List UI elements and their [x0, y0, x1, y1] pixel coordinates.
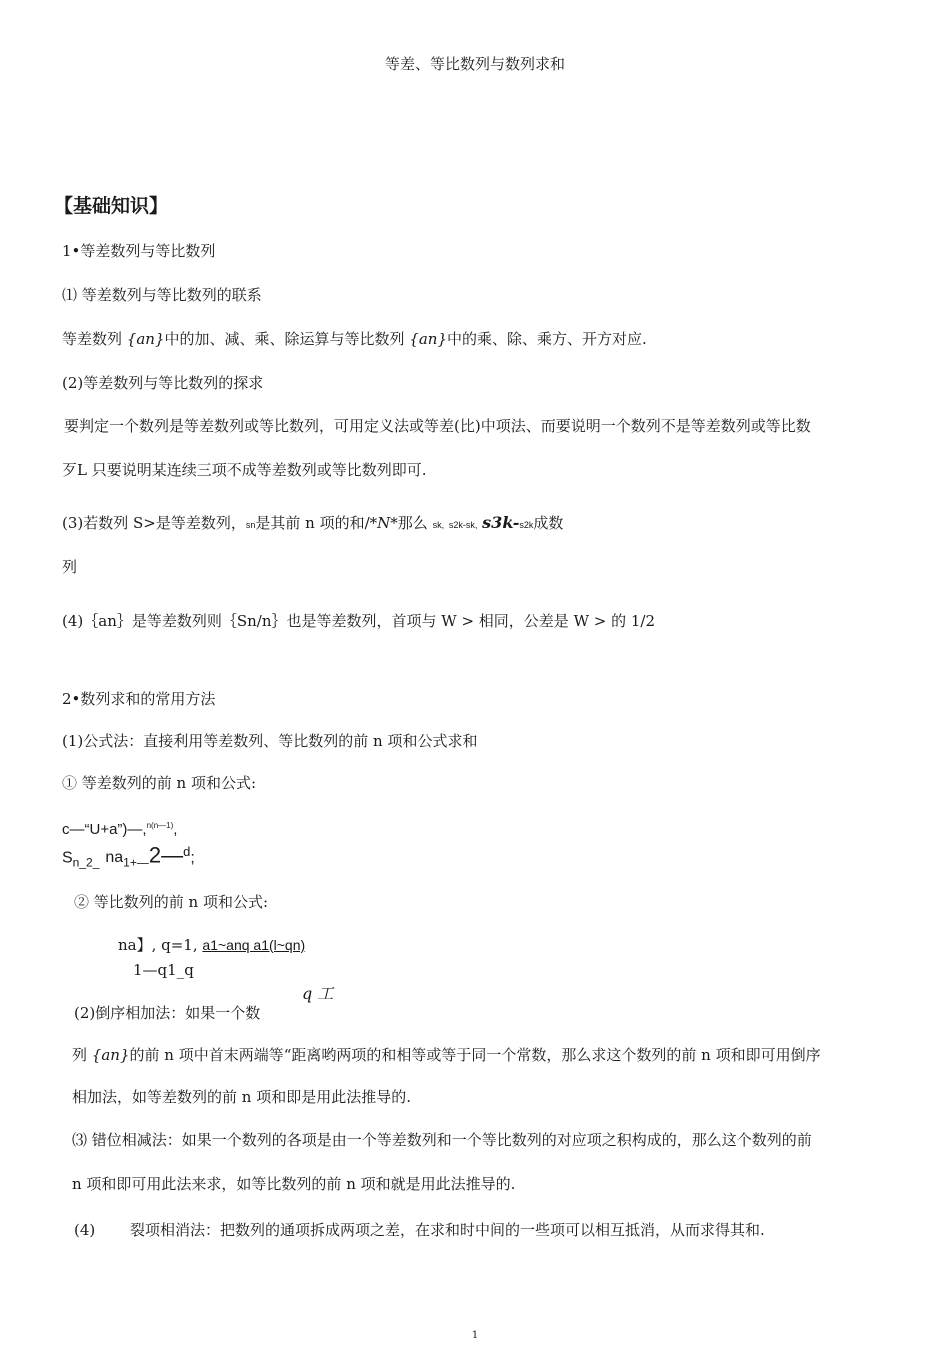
- s1-point-4: (4)｛an｝是等差数列则｛Sn/n｝也是等差数列，首项与 W > 相同，公差是 W > 的 1/2: [62, 612, 655, 630]
- s1-point-2-title: (2)等差数列与等比数列的探求: [62, 374, 264, 392]
- f1-l1-part-a: c—“U+a”)—,: [62, 821, 147, 838]
- s1-p3-s2k: s2k-sk,: [448, 520, 478, 530]
- s1-p3-s2k-2: s2k: [519, 520, 534, 530]
- s2-p2-part-b1: 列: [72, 1046, 88, 1064]
- s1-p3-sn: sn: [245, 520, 256, 530]
- s2-formula-2-line-1: [118, 935, 305, 955]
- page-title: 等差、等比数列与数列求和: [384, 55, 565, 73]
- f1-l2-d: d: [183, 844, 191, 859]
- f1-l1-part-c: ,: [173, 821, 178, 838]
- s1-p3-part-c: 那么: [397, 514, 428, 532]
- f1-l2-semicolon: ;: [190, 849, 195, 867]
- f1-l2-sub: n_2_: [72, 855, 100, 870]
- s2-point-2-line-2: [72, 1045, 821, 1065]
- s2-point-2-line-3: 相加法，如等差数列的前 n 项和即是用此法推导的.: [72, 1088, 411, 1106]
- s2-point-2-line-1: (2)倒序相加法：如果一个数: [74, 1004, 261, 1022]
- section-2-title: 2•数列求和的常用方法: [62, 690, 216, 708]
- sequence-symbol: {an}: [409, 330, 447, 348]
- f1-l2-na: na: [105, 849, 124, 867]
- s2-point-4-number: (4): [74, 1221, 96, 1239]
- f2-l1-part-a: na】, q=1,: [118, 936, 198, 954]
- sequence-symbol: {an}: [91, 1046, 130, 1064]
- s1-p3-part-b: 是其前 n 项的和/*: [255, 514, 378, 532]
- s2-formula-1-line-2: [62, 838, 195, 877]
- s1-point-3-line-1: [62, 513, 563, 535]
- s1-point-2-line-2: 歹L 只要说明某连续三项不成等差数列或等比数列即可.: [62, 461, 427, 479]
- s2-p2-part-b2: 的前 n 项中首末两端等“距离哟两项的和相等或等于同一个常数，那么求这个数列的前 n 项和即可用倒序: [129, 1046, 821, 1064]
- section-heading: 【基础知识】: [54, 195, 169, 217]
- f1-l2-two: 2—: [148, 842, 184, 868]
- s2-point-3-line-2: n 项和即可用此法来求，如等比数列的前 n 项和就是用此法推导的.: [72, 1175, 516, 1193]
- f2-l1-part-b: a1~anq a1(l~qn): [202, 937, 306, 953]
- s1-p3-sk: sk,: [432, 520, 445, 530]
- s1-point-1-title: ⑴ 等差数列与等比数列的联系: [62, 286, 262, 304]
- page-number: 1: [471, 1330, 479, 1341]
- s2-formula-1-line-1: [62, 816, 177, 840]
- s1-p1-part-c: 中的乘、除、乘方、开方对应.: [447, 330, 647, 348]
- s2-point-4-text: 裂项相消法：把数列的通项拆成两项之差，在求和时中间的一些项可以相互抵消，从而求得其和.: [130, 1221, 765, 1239]
- s2-formula-1-title: ① 等差数列的前 n 项和公式:: [62, 774, 257, 792]
- section-1-title: 1•等差数列与等比数列: [62, 242, 216, 260]
- s2-formula-2-line-2: 1—q1_q: [133, 961, 194, 979]
- s1-p1-part-b: 中的加、减、乘、除运算与等比数列: [164, 330, 405, 348]
- s1-point-3-line-2: 列: [62, 558, 78, 576]
- s1-p3-part-d: 成数: [533, 514, 564, 532]
- s1-point-1-text: [62, 329, 647, 349]
- f1-l2-S: S: [62, 849, 73, 867]
- s1-p1-part-a: 等差数列: [62, 330, 123, 348]
- s1-p3-N: N*: [377, 514, 398, 532]
- s2-point-1: (1)公式法：直接利用等差数列、等比数列的前 n 项和公式求和: [62, 732, 478, 750]
- s1-p3-part-a: (3)若数列 S>是等差数列，: [62, 514, 246, 532]
- s2-point-3-line-1: ⑶ 错位相减法：如果一个数列的各项是由一个等差数列和一个等比数列的对应项之积构成的，那么这个数列的前: [72, 1131, 812, 1149]
- f1-l2-sub2: 1+—: [123, 855, 149, 870]
- s1-point-2-line-1: 要判定一个数列是等差数列或等比数列，可用定义法或等差(比)中项法、而要说明一个数列不是等差数列或等比数: [64, 417, 811, 435]
- s2-formula-2-title: ② 等比数列的前 n 项和公式:: [74, 893, 269, 911]
- sequence-symbol: {an}: [126, 330, 165, 348]
- s1-p3-s3k: s3k-: [482, 513, 520, 532]
- s2-formula-2-line-3: q 工: [302, 984, 334, 1003]
- f1-l1-sup: n(n—1): [146, 821, 174, 830]
